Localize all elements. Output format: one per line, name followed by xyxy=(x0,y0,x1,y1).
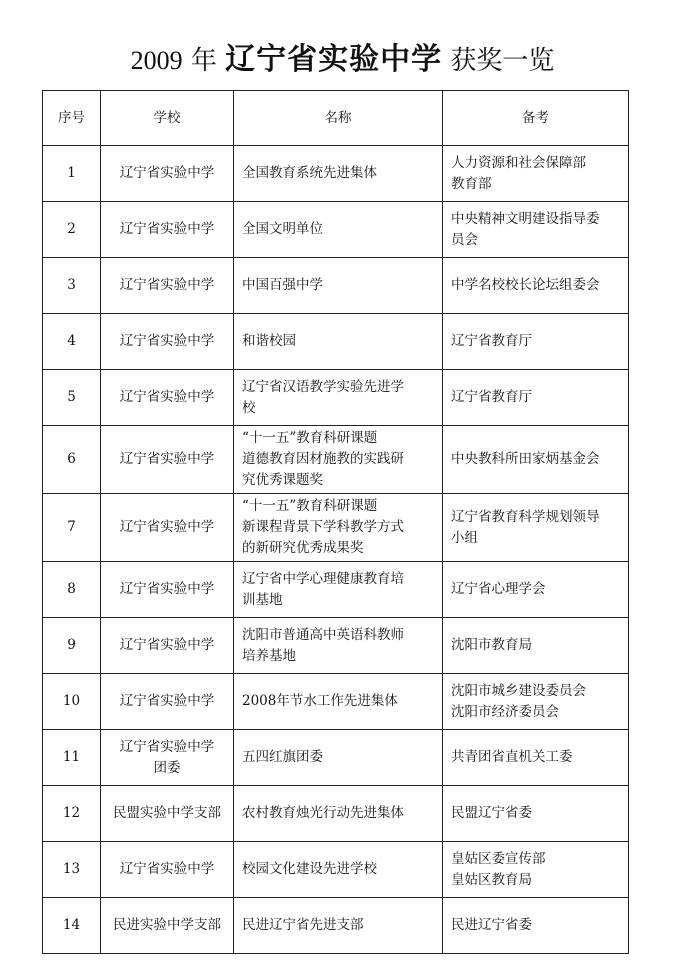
cell-name: 农村教育烛光行动先进集体 xyxy=(234,786,443,842)
cell-note: 民盟辽宁省委 xyxy=(443,786,629,842)
cell-name: 沈阳市普通高中英语科教师 培养基地 xyxy=(234,618,443,674)
cell-no: 7 xyxy=(43,494,101,562)
title-school-name: 辽宁省实验中学 xyxy=(225,42,443,77)
cell-note: 民进辽宁省委 xyxy=(443,898,629,954)
cell-school: 辽宁省实验中学 xyxy=(101,674,234,730)
cell-school: 辽宁省实验中学 xyxy=(101,146,234,202)
cell-note: 中央教科所田家炳基金会 xyxy=(443,426,629,494)
cell-note: 沈阳市城乡建设委员会 沈阳市经济委员会 xyxy=(443,674,629,730)
cell-no: 3 xyxy=(43,258,101,314)
cell-note: 辽宁省教育厅 xyxy=(443,314,629,370)
cell-no: 5 xyxy=(43,370,101,426)
cell-name: 中国百强中学 xyxy=(234,258,443,314)
table-row xyxy=(43,898,629,954)
table-row xyxy=(43,314,629,370)
table-row xyxy=(43,494,629,562)
table-row xyxy=(43,258,629,314)
cell-name: 全国文明单位 xyxy=(234,202,443,258)
table-row xyxy=(43,618,629,674)
table-row xyxy=(43,786,629,842)
cell-note: 辽宁省教育厅 xyxy=(443,370,629,426)
table-row xyxy=(43,730,629,786)
cell-school: 辽宁省实验中学 xyxy=(101,494,234,562)
cell-name: 五四红旗团委 xyxy=(234,730,443,786)
cell-name: 2008年节水工作先进集体 xyxy=(234,674,443,730)
cell-school: 辽宁省实验中学 xyxy=(101,258,234,314)
cell-name: “十一五”教育科研课题 新课程背景下学科教学方式 的新研究优秀成果奖 xyxy=(234,494,443,562)
cell-no: 13 xyxy=(43,842,101,898)
title-year: 2009 xyxy=(130,46,183,75)
header-no: 序号 xyxy=(43,91,101,146)
cell-name: 辽宁省中学心理健康教育培 训基地 xyxy=(234,562,443,618)
table-row xyxy=(43,426,629,494)
cell-name: “十一五”教育科研课题 道德教育因材施教的实践研 究优秀课题奖 xyxy=(234,426,443,494)
cell-note: 人力资源和社会保障部 教育部 xyxy=(443,146,629,202)
cell-no: 4 xyxy=(43,314,101,370)
cell-school: 民进实验中学支部 xyxy=(101,898,234,954)
table-row xyxy=(43,674,629,730)
cell-note: 辽宁省教育科学规划领导 小组 xyxy=(443,494,629,562)
cell-note: 共青团省直机关工委 xyxy=(443,730,629,786)
cell-school: 辽宁省实验中学 xyxy=(101,370,234,426)
cell-note: 皇姑区委宣传部 皇姑区教育局 xyxy=(443,842,629,898)
title-year-suffix: 年 xyxy=(190,46,217,76)
header-note: 备考 xyxy=(443,91,629,146)
title-suffix: 获奖一览 xyxy=(450,46,555,76)
cell-name: 民进辽宁省先进支部 xyxy=(234,898,443,954)
cell-no: 12 xyxy=(43,786,101,842)
table-row xyxy=(43,562,629,618)
awards-table xyxy=(42,90,629,954)
table-row xyxy=(43,842,629,898)
cell-school: 辽宁省实验中学 xyxy=(101,618,234,674)
cell-no: 9 xyxy=(43,618,101,674)
table-row xyxy=(43,370,629,426)
page-title xyxy=(0,40,685,81)
cell-school: 辽宁省实验中学 xyxy=(101,202,234,258)
cell-no: 1 xyxy=(43,146,101,202)
cell-note: 沈阳市教育局 xyxy=(443,618,629,674)
cell-note: 中央精神文明建设指导委 员会 xyxy=(443,202,629,258)
cell-note: 辽宁省心理学会 xyxy=(443,562,629,618)
header-school: 学校 xyxy=(101,91,234,146)
cell-school: 民盟实验中学支部 xyxy=(101,786,234,842)
cell-name: 和谐校园 xyxy=(234,314,443,370)
table-row xyxy=(43,202,629,258)
cell-name: 辽宁省汉语教学实验先进学 校 xyxy=(234,370,443,426)
header-name: 名称 xyxy=(234,91,443,146)
cell-school: 辽宁省实验中学 xyxy=(101,426,234,494)
cell-no: 6 xyxy=(43,426,101,494)
cell-no: 8 xyxy=(43,562,101,618)
cell-no: 10 xyxy=(43,674,101,730)
cell-school: 辽宁省实验中学 xyxy=(101,314,234,370)
cell-school: 辽宁省实验中学 xyxy=(101,562,234,618)
cell-name: 校园文化建设先进学校 xyxy=(234,842,443,898)
cell-school: 辽宁省实验中学 xyxy=(101,842,234,898)
cell-no: 11 xyxy=(43,730,101,786)
table-row xyxy=(43,146,629,202)
cell-school: 辽宁省实验中学 团委 xyxy=(101,730,234,786)
cell-name: 全国教育系统先进集体 xyxy=(234,146,443,202)
cell-note: 中学名校校长论坛组委会 xyxy=(443,258,629,314)
cell-no: 2 xyxy=(43,202,101,258)
table-header-row xyxy=(43,91,629,146)
cell-no: 14 xyxy=(43,898,101,954)
